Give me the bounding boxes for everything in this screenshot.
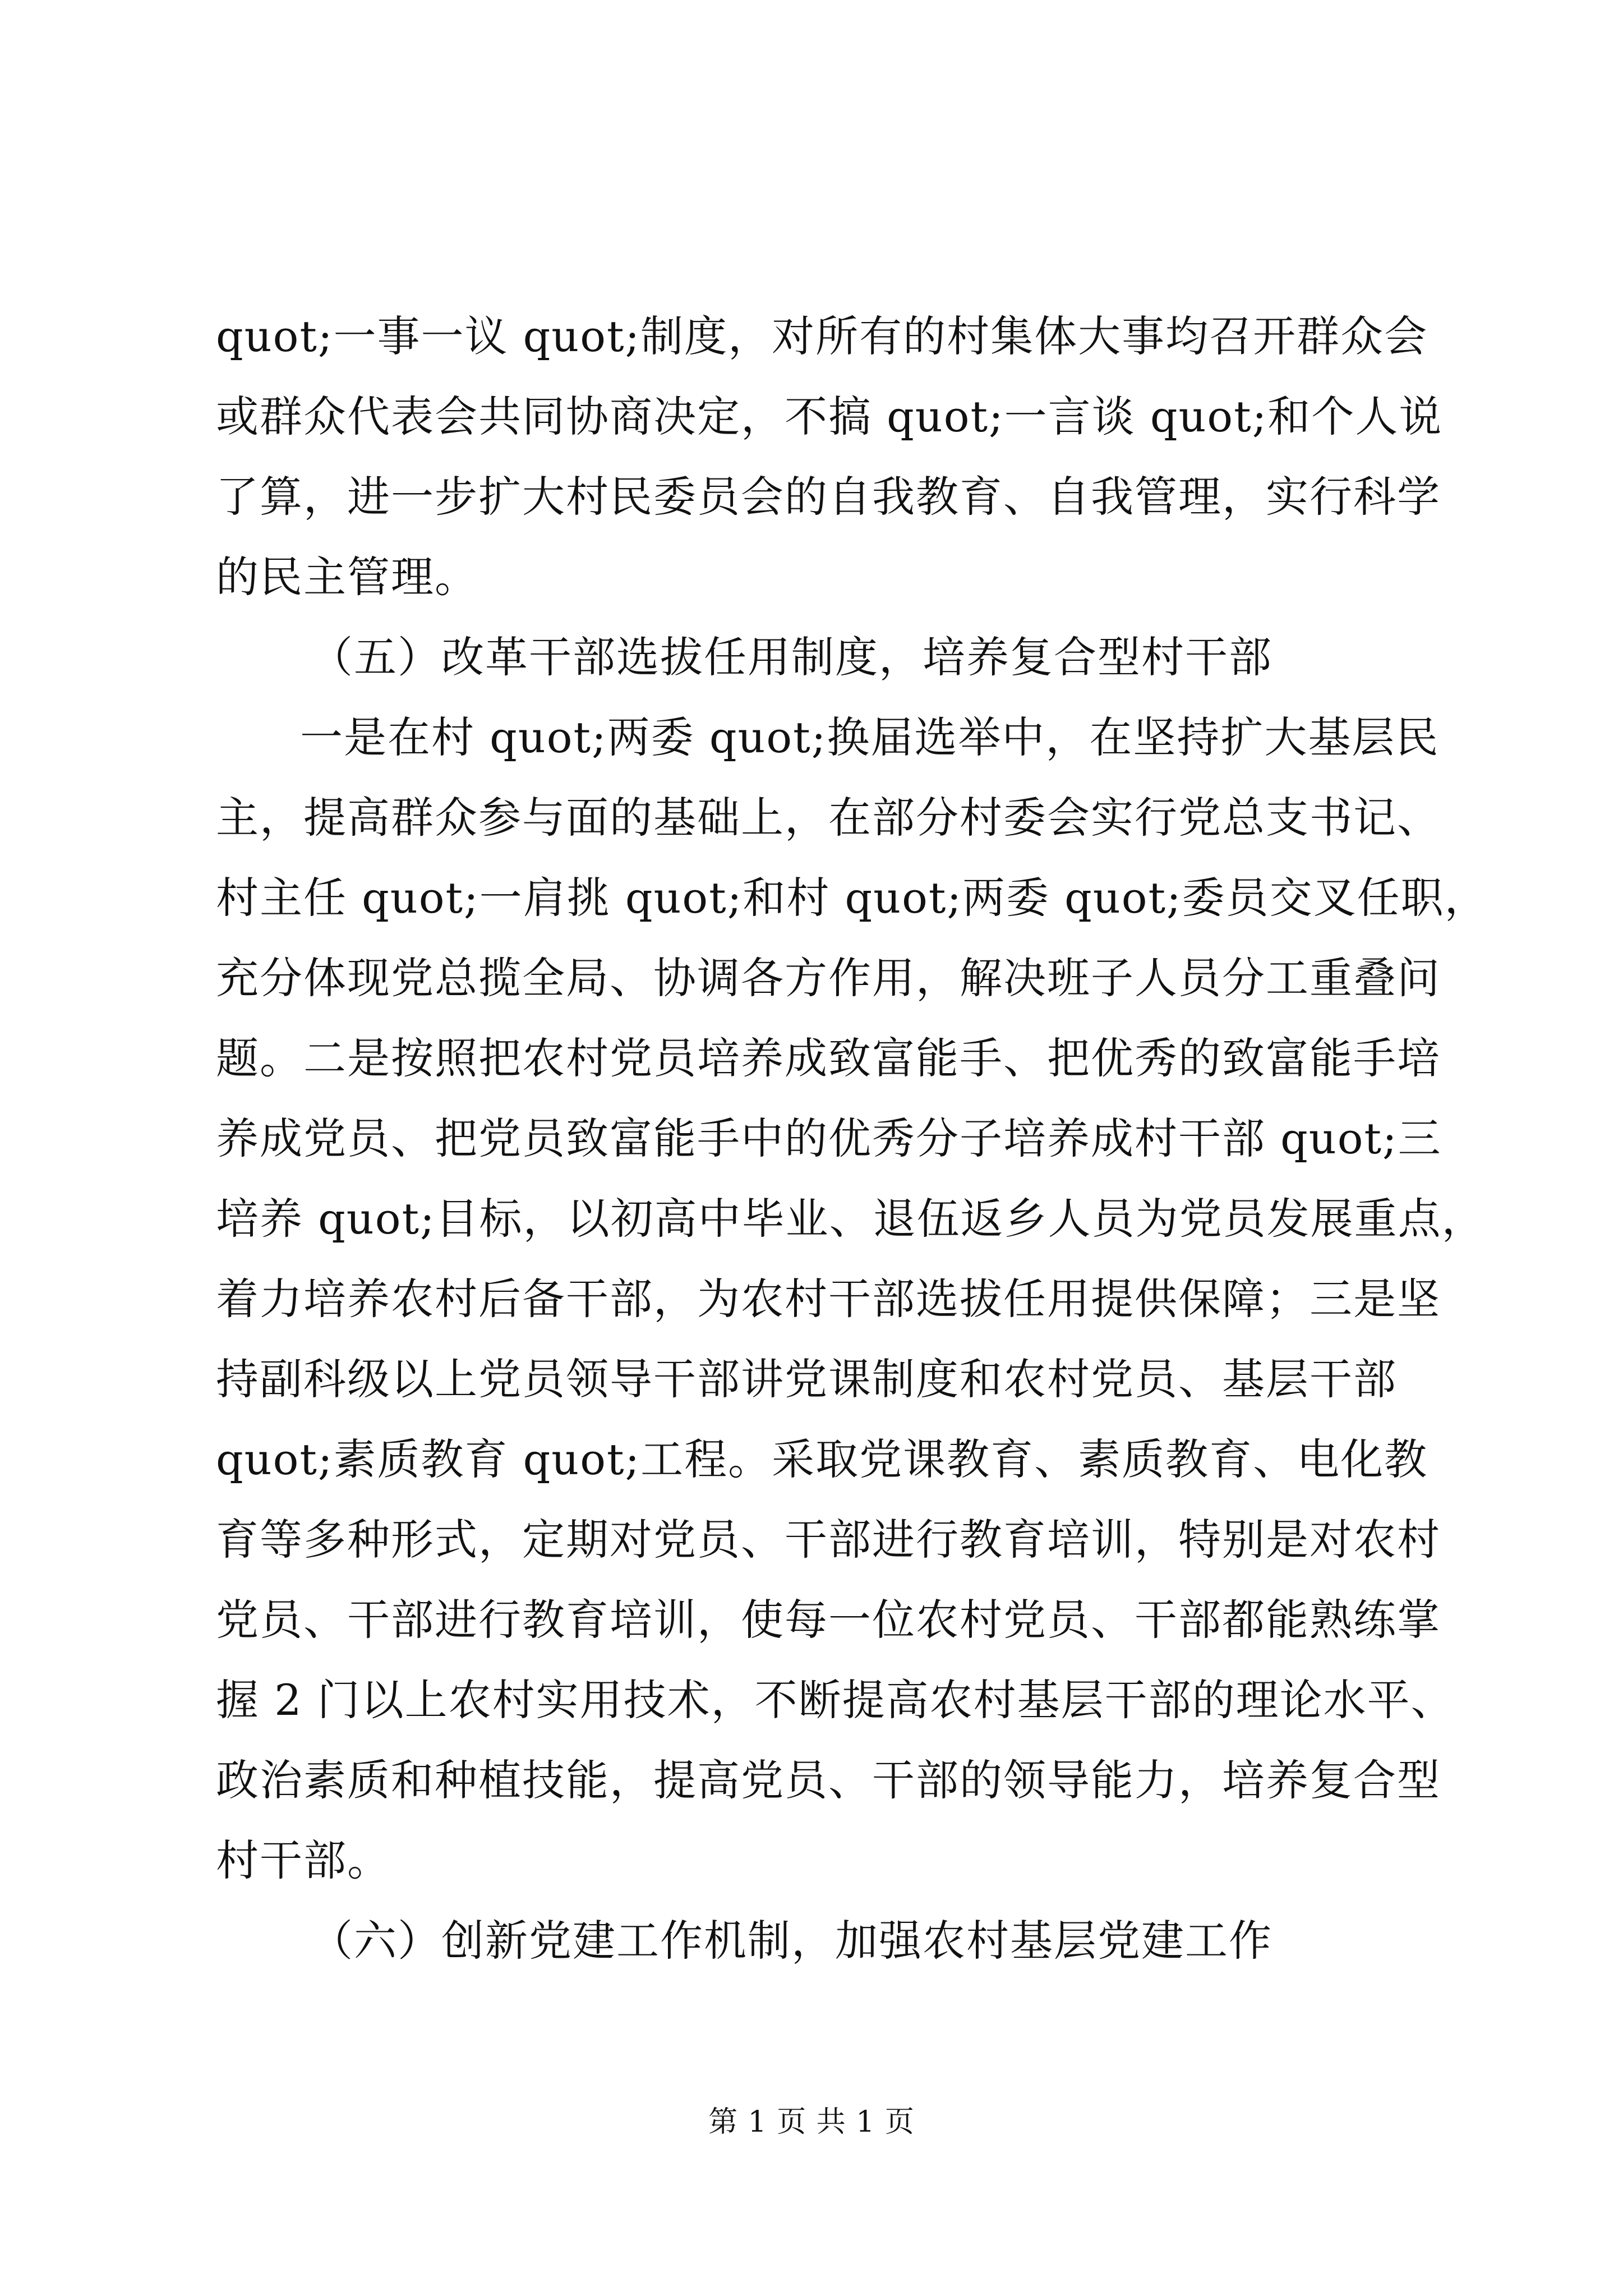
text-line: 一是在村 quot;两委 quot;换届选举中，在坚持扩大基层民 — [300, 712, 1440, 762]
text-line: 育等多种形式，定期对党员、干部进行教育培训，特别是对农村 — [216, 1515, 1441, 1565]
text-line: 题。二是按照把农村党员培养成致富能手、把优秀的致富能手培 — [216, 1033, 1441, 1083]
paragraph-1 — [216, 296, 1450, 617]
text-line: 养成党员、把党员致富能手中的优秀分子培养成村干部 quot;三 — [216, 1114, 1442, 1163]
section-heading-6: （六）创新党建工作机制，加强农村基层党建工作 — [310, 1916, 1272, 1966]
text-line: 的民主管理。 — [216, 552, 478, 602]
text-line: 主，提高群众参与面的基础上，在部分村委会实行党总支书记、 — [216, 793, 1441, 843]
text-line: 村干部。 — [216, 1835, 391, 1885]
text-line: 着力培养农村后备干部，为农村干部选拔任用提供保障；三是坚 — [216, 1274, 1441, 1324]
section-heading-5: （五）改革干部选拔任用制度，培养复合型村干部 — [310, 632, 1272, 682]
text-line: quot;一事一议 quot;制度，对所有的村集体大事均召开群众会 — [216, 311, 1428, 361]
text-line: 党员、干部进行教育培训，使每一位农村党员、干部都能熟练掌 — [216, 1595, 1441, 1645]
text-line: 村主任 quot;一肩挑 quot;和村 quot;两委 quot;委员交叉任职， — [216, 873, 1488, 923]
text-line: 握 2 门以上农村实用技术，不断提高农村基层干部的理论水平、 — [216, 1675, 1455, 1725]
text-line: 政治素质和种植技能，提高党员、干部的领导能力，培养复合型 — [216, 1755, 1441, 1805]
text-line: 持副科级以上党员领导干部讲党课制度和农村党员、基层干部 — [216, 1354, 1397, 1404]
text-line: 或群众代表会共同协商决定，不搞 quot;一言谈 quot;和个人说 — [216, 392, 1443, 441]
text-line: 充分体现党总揽全局、协调各方作用，解决班子人员分工重叠问 — [216, 953, 1441, 1003]
text-line: 培养 quot;目标，以初高中毕业、退伍返乡人员为党员发展重点， — [216, 1194, 1486, 1244]
page-footer: 第 1 页 共 1 页 — [708, 2105, 915, 2139]
paragraph-2 — [216, 697, 1488, 1901]
text-line: 了算，进一步扩大村民委员会的自我教育、自我管理，实行科学 — [216, 472, 1441, 522]
text-line: quot;素质教育 quot;工程。采取党课教育、素质教育、电化教 — [216, 1434, 1428, 1484]
document-body — [216, 296, 1488, 1981]
